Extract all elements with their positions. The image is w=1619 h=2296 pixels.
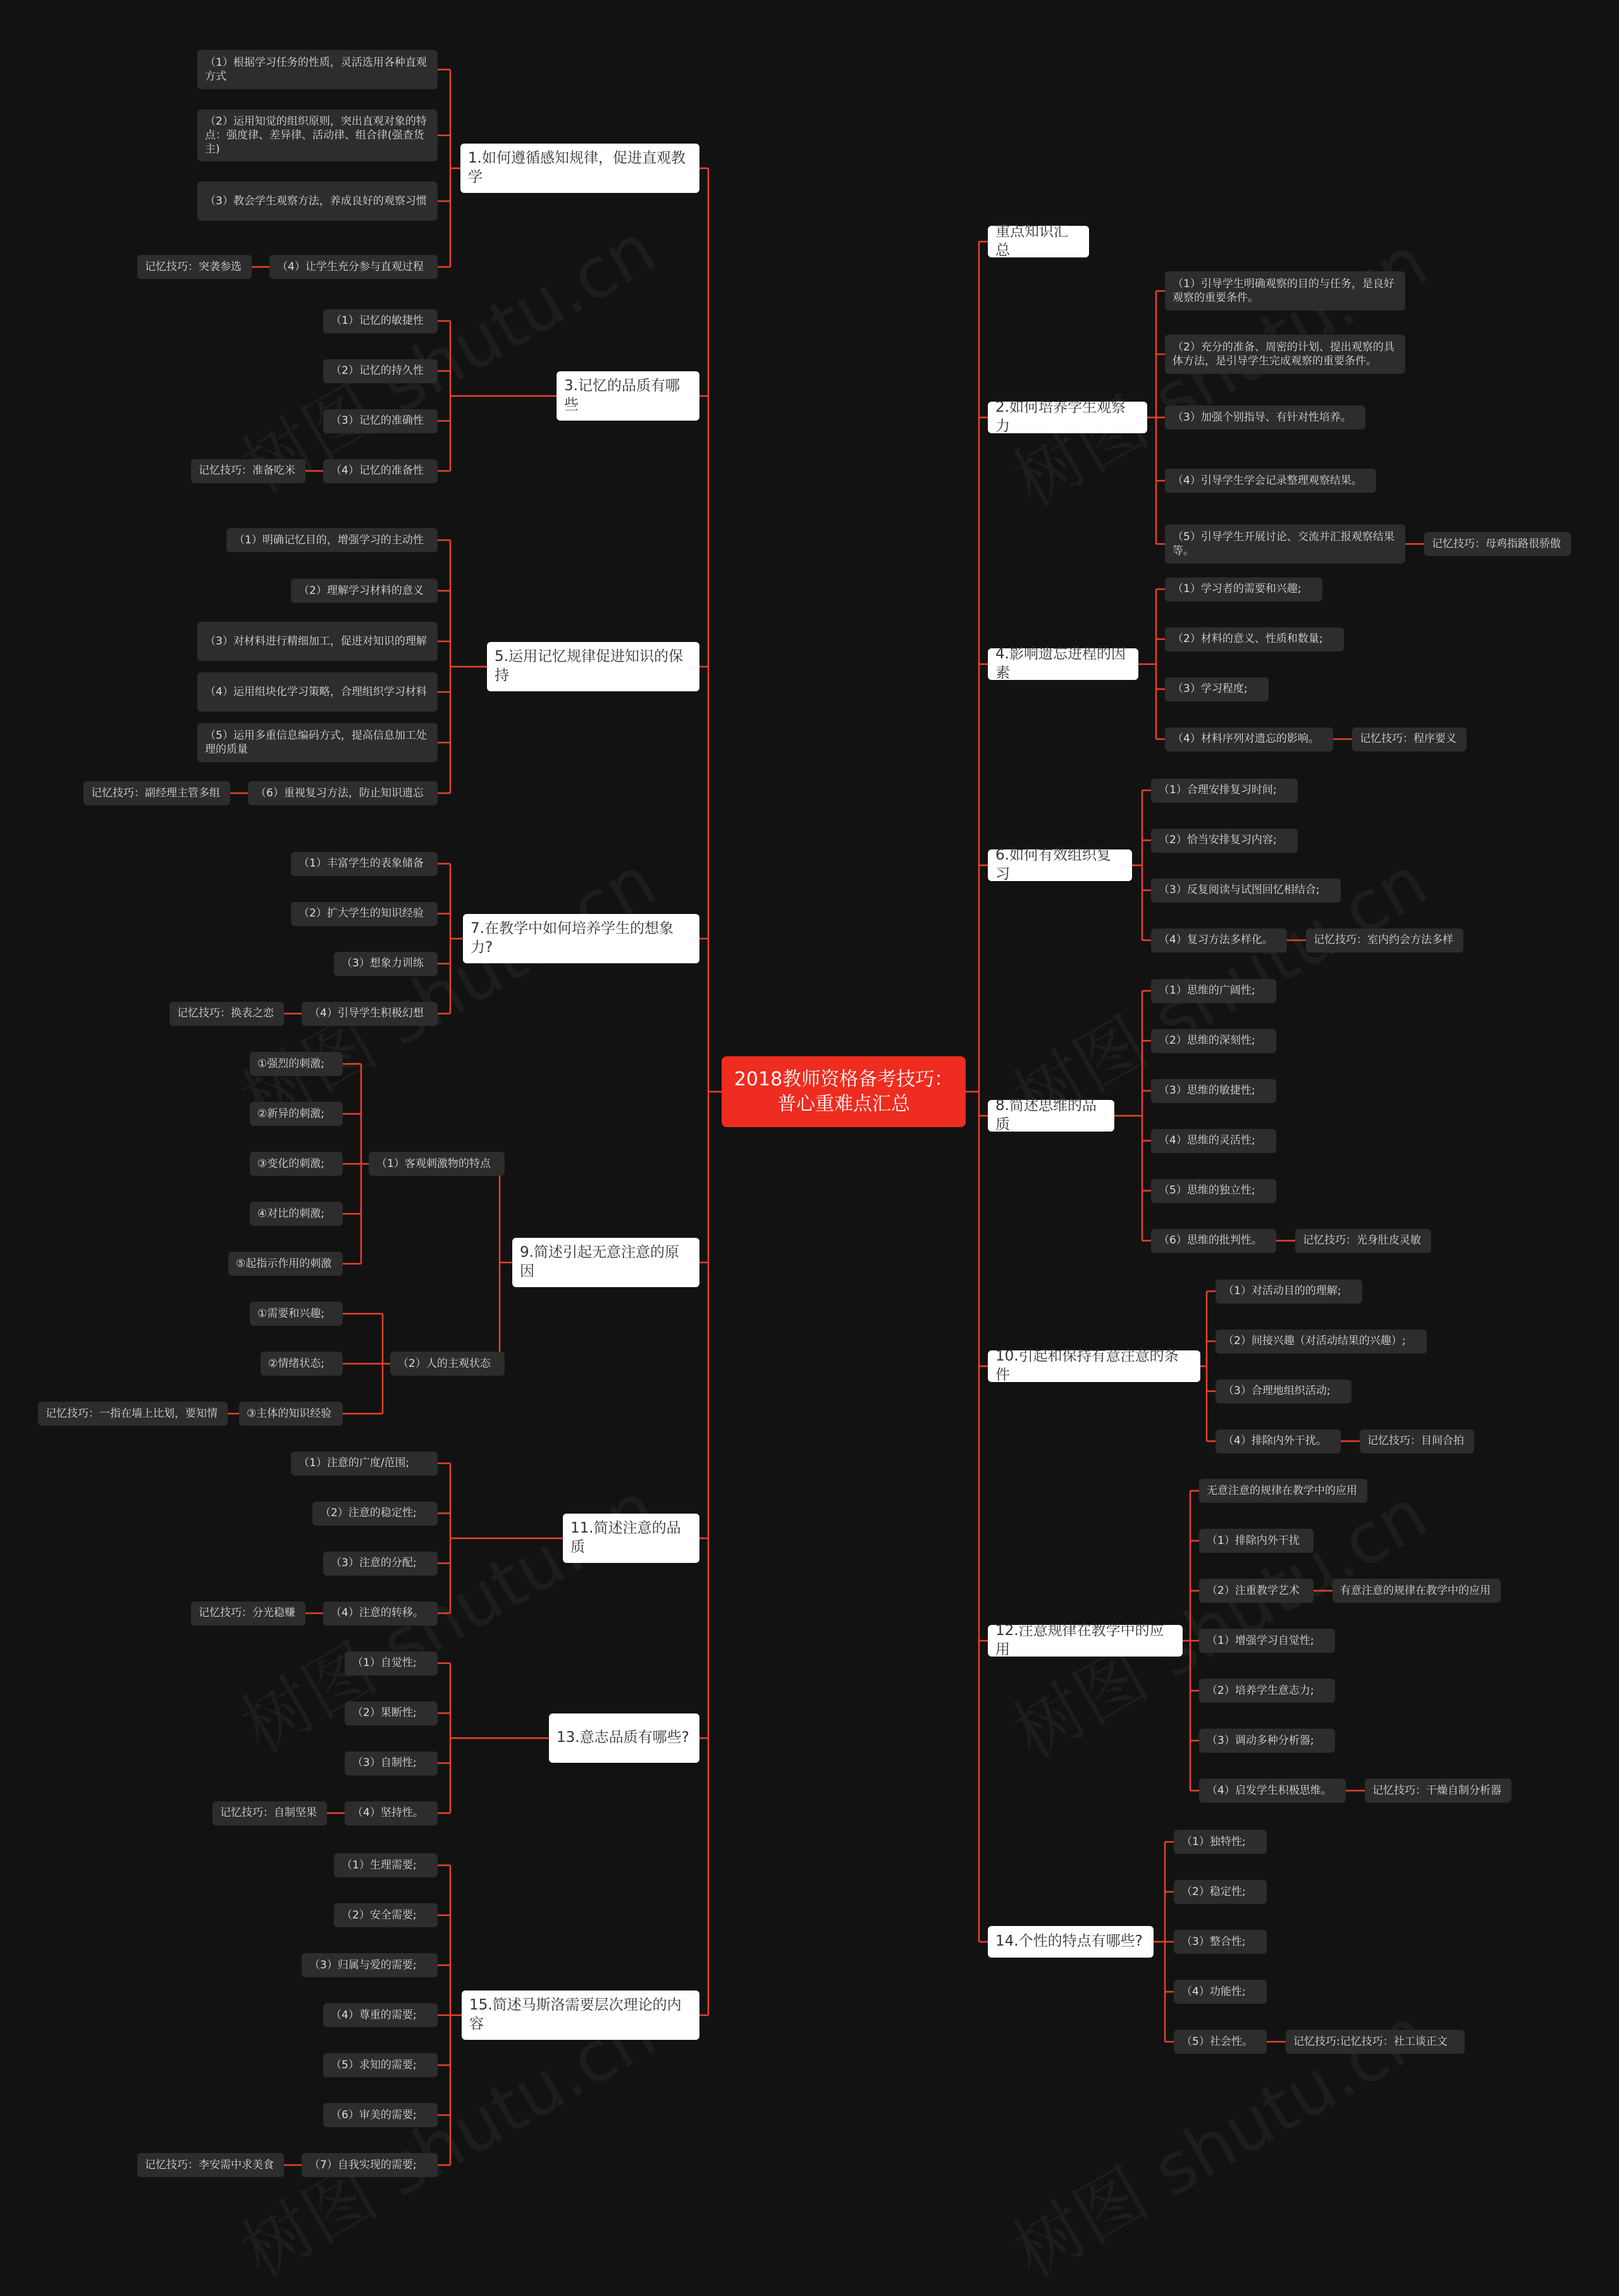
branch-topic[interactable]: 9.简述引起无意注意的原因 bbox=[512, 1238, 699, 1287]
sub-topic[interactable]: （3）记忆的准确性 bbox=[323, 409, 438, 433]
branch-topic[interactable]: 7.在教学中如何培养学生的想象力? bbox=[463, 914, 699, 963]
sub-topic[interactable]: （6）审美的需要; bbox=[323, 2103, 438, 2127]
sub-topic[interactable]: （2）安全需要; bbox=[334, 1903, 438, 1927]
sub-topic[interactable]: （3）自制性; bbox=[345, 1751, 438, 1775]
sub-topic[interactable]: （5）思维的独立性; bbox=[1151, 1179, 1276, 1203]
sub-topic[interactable]: （3）学习程度; bbox=[1165, 677, 1269, 701]
branch-topic[interactable]: 14.个性的特点有哪些? bbox=[988, 1926, 1154, 1958]
sub-topic[interactable]: （1）明确记忆目的，增强学习的主动性 bbox=[226, 528, 438, 552]
sub-topic[interactable]: （3）整合性; bbox=[1174, 1930, 1267, 1954]
sub-topic[interactable]: （1）学习者的需要和兴趣; bbox=[1165, 577, 1322, 602]
branch-topic[interactable]: 5.运用记忆规律促进知识的保持 bbox=[487, 642, 699, 691]
memory-tip[interactable]: 记忆技巧：李安需中求美食 bbox=[137, 2153, 284, 2177]
sub-topic[interactable]: （2）思维的深刻性; bbox=[1151, 1029, 1276, 1053]
sub-topic[interactable]: （1）对活动目的的理解; bbox=[1216, 1280, 1362, 1304]
sub-topic[interactable]: （3）思维的敏捷性; bbox=[1151, 1079, 1276, 1103]
memory-tip[interactable]: 记忆技巧：光身肚皮灵敏 bbox=[1295, 1229, 1431, 1253]
sub-topic[interactable]: （4）记忆的准备性 bbox=[323, 459, 438, 483]
sub-topic[interactable]: ②新异的刺激; bbox=[250, 1102, 343, 1126]
sub-topic[interactable]: （1）引导学生明确观察的目的与任务，是良好观察的重要条件。 bbox=[1165, 271, 1405, 311]
sub-topic[interactable]: （3）反复阅读与试图回忆相结合; bbox=[1151, 879, 1341, 903]
sub-topic[interactable]: （1）思维的广阔性; bbox=[1151, 979, 1276, 1003]
branch-topic[interactable]: 10.引起和保持有意注意的条件 bbox=[988, 1350, 1200, 1382]
sub-topic[interactable]: （2）培养学生意志力; bbox=[1199, 1679, 1335, 1703]
sub-topic[interactable]: ①强烈的刺激; bbox=[250, 1052, 343, 1076]
memory-tip[interactable]: 记忆技巧：干燥自制分析器 bbox=[1365, 1779, 1511, 1803]
branch-topic[interactable]: 12.注意规律在教学中的应用 bbox=[988, 1625, 1183, 1657]
sub-topic[interactable]: （1）增强学习自觉性; bbox=[1199, 1629, 1335, 1653]
branch-topic[interactable]: 15.简述马斯洛需要层次理论的内容 bbox=[462, 1990, 699, 2040]
memory-tip[interactable]: 记忆技巧：换表之恋 bbox=[169, 1002, 284, 1026]
sub-topic[interactable]: （4）引导学生积极幻想 bbox=[302, 1002, 438, 1026]
sub-topic[interactable]: （2）人的主观状态 bbox=[390, 1352, 505, 1376]
sub-topic[interactable]: （7）自我实现的需要; bbox=[302, 2153, 438, 2177]
sub-topic[interactable]: ③主体的知识经验 bbox=[239, 1402, 343, 1426]
sub-topic[interactable]: （1）独特性; bbox=[1174, 1830, 1267, 1854]
sub-topic[interactable]: （3）想象力训练 bbox=[334, 952, 438, 976]
sub-topic[interactable]: ②情绪状态; bbox=[261, 1352, 343, 1376]
sub-topic[interactable]: （2）记忆的持久性 bbox=[323, 359, 438, 383]
sub-topic[interactable]: （2）材料的意义、性质和数量; bbox=[1165, 627, 1344, 651]
sub-topic[interactable]: （3）对材料进行精细加工，促进对知识的理解 bbox=[197, 622, 438, 661]
sub-topic[interactable]: （3）教会学生观察方法，养成良好的观察习惯 bbox=[197, 182, 438, 221]
memory-tip[interactable]: 记忆技巧：一指在墙上比划，要知情 bbox=[38, 1402, 228, 1426]
sub-topic[interactable]: （4）排除内外干扰。 bbox=[1216, 1429, 1341, 1454]
sub-topic[interactable]: （1）根据学习任务的性质，灵活选用各种直观方式 bbox=[197, 50, 438, 89]
memory-tip[interactable]: 记忆技巧：准备吃米 bbox=[191, 459, 305, 483]
sub-topic[interactable]: （2）理解学习材料的意义 bbox=[291, 579, 438, 603]
sub-topic[interactable]: ③变化的刺激; bbox=[250, 1152, 343, 1176]
memory-tip[interactable]: 有意注意的规律在教学中的应用 bbox=[1333, 1579, 1501, 1603]
sub-topic[interactable]: （5）求知的需要; bbox=[323, 2053, 438, 2077]
memory-tip[interactable]: 记忆技巧：副经理主管多组 bbox=[83, 781, 230, 805]
memory-tip[interactable]: 记忆技巧：自制坚果 bbox=[212, 1801, 327, 1825]
sub-topic[interactable]: （1）丰富学生的表象储备 bbox=[291, 852, 438, 876]
sub-topic[interactable]: （1）生理需要; bbox=[334, 1853, 438, 1877]
sub-topic[interactable]: （1）排除内外干扰 bbox=[1199, 1529, 1314, 1553]
memory-tip[interactable]: 记忆技巧：室内约会方法多样 bbox=[1306, 929, 1463, 953]
memory-tip[interactable]: 记忆技巧：目间合拍 bbox=[1360, 1429, 1474, 1454]
sub-topic[interactable]: （1）合理安排复习时间; bbox=[1151, 779, 1298, 803]
sub-topic[interactable]: ①需要和兴趣; bbox=[250, 1302, 343, 1326]
sub-topic[interactable]: （2）充分的准备、周密的计划、提出观察的具体方法，是引导学生完成观察的重要条件。 bbox=[1165, 335, 1405, 374]
sub-topic[interactable]: 无意注意的规律在教学中的应用 bbox=[1199, 1479, 1367, 1503]
sub-topic[interactable]: （3）加强个别指导、有针对性培养。 bbox=[1165, 405, 1365, 429]
sub-topic[interactable]: （2）运用知觉的组织原则，突出直观对象的特点：强度律、差异律、活动律、组合律(强查货主) bbox=[197, 109, 438, 161]
sub-topic[interactable]: （1）客观刺激物的特点 bbox=[369, 1152, 505, 1176]
sub-topic[interactable]: （4）复习方法多样化。 bbox=[1151, 929, 1287, 953]
sub-topic[interactable]: （4）坚持性。 bbox=[345, 1801, 438, 1825]
sub-topic[interactable]: （1）记忆的敏捷性 bbox=[323, 309, 438, 333]
sub-topic[interactable]: （1）注意的广度/范围; bbox=[291, 1452, 438, 1476]
sub-topic[interactable]: （2）稳定性; bbox=[1174, 1880, 1267, 1904]
sub-topic[interactable]: （3）归属与爱的需要; bbox=[302, 1953, 438, 1977]
sub-topic[interactable]: （3）调动多种分析器; bbox=[1199, 1729, 1335, 1753]
branch-topic[interactable]: 3.记忆的品质有哪些 bbox=[557, 371, 699, 421]
sub-topic[interactable]: （2）扩大学生的知识经验 bbox=[291, 902, 438, 926]
sub-topic[interactable]: （2）注意的稳定性; bbox=[312, 1502, 438, 1526]
sub-topic[interactable]: （4）启发学生积极思维。 bbox=[1199, 1779, 1346, 1803]
sub-topic[interactable]: （2）果断性; bbox=[345, 1701, 438, 1725]
central-topic[interactable]: 2018教师资格备考技巧：普心重难点汇总 bbox=[722, 1056, 966, 1127]
sub-topic[interactable]: （3）合理地组织活动; bbox=[1216, 1379, 1351, 1404]
sub-topic[interactable]: （2）注重教学艺术 bbox=[1199, 1579, 1314, 1603]
sub-topic[interactable]: （4）运用组块化学习策略，合理组织学习材料 bbox=[197, 672, 438, 712]
sub-topic[interactable]: （5）引导学生开展讨论、交流并汇报观察结果等。 bbox=[1165, 524, 1405, 564]
sub-topic[interactable]: （4）功能性; bbox=[1174, 1980, 1267, 2004]
branch-topic[interactable]: 8.简述思维的品质 bbox=[988, 1100, 1114, 1132]
sub-topic[interactable]: （4）思维的灵活性; bbox=[1151, 1129, 1276, 1153]
sub-topic[interactable]: （6）思维的批判性。 bbox=[1151, 1229, 1276, 1253]
branch-topic[interactable]: 2.如何培养学生观察力 bbox=[988, 402, 1147, 433]
sub-topic[interactable]: （4）尊重的需要; bbox=[323, 2003, 438, 2027]
sub-topic[interactable]: （4）材料序列对遗忘的影响。 bbox=[1165, 727, 1333, 751]
memory-tip[interactable]: 记忆技巧：母鸡指路很骄傲 bbox=[1424, 532, 1571, 556]
memory-tip[interactable]: 记忆技巧：突袭参选 bbox=[137, 255, 252, 279]
sub-topic[interactable]: ④对比的刺激; bbox=[250, 1202, 343, 1226]
memory-tip[interactable]: 记忆技巧：分光稳赚 bbox=[191, 1602, 305, 1626]
sub-topic[interactable]: （1）自觉性; bbox=[345, 1651, 438, 1676]
branch-topic[interactable]: 4.影响遗忘进程的因素 bbox=[988, 648, 1138, 680]
branch-topic[interactable]: 11.简述注意的品质 bbox=[563, 1514, 699, 1563]
branch-topic[interactable]: 6.如何有效组织复习 bbox=[988, 849, 1132, 881]
sub-topic[interactable]: （6）重视复习方法，防止知识遗忘 bbox=[248, 781, 438, 805]
branch-topic[interactable]: 重点知识汇总 bbox=[988, 226, 1089, 257]
sub-topic[interactable]: （4）引导学生学会记录整理观察结果。 bbox=[1165, 469, 1376, 493]
sub-topic[interactable]: （2）恰当安排复习内容; bbox=[1151, 829, 1298, 853]
sub-topic[interactable]: （4）让学生充分参与直观过程 bbox=[269, 255, 438, 279]
branch-topic[interactable]: 1.如何遵循感知规律，促进直观教学 bbox=[460, 144, 699, 193]
sub-topic[interactable]: （5）社会性。 bbox=[1174, 2030, 1267, 2054]
sub-topic[interactable]: ⑤起指示作用的刺激 bbox=[228, 1252, 343, 1276]
branch-topic[interactable]: 13.意志品质有哪些? bbox=[549, 1713, 699, 1763]
memory-tip[interactable]: 记忆技巧:记忆技巧：社工谈正文 bbox=[1286, 2030, 1465, 2054]
memory-tip[interactable]: 记忆技巧：程序要义 bbox=[1352, 727, 1467, 751]
sub-topic[interactable]: （2）间接兴趣（对活动结果的兴趣）; bbox=[1216, 1330, 1427, 1354]
sub-topic[interactable]: （5）运用多重信息编码方式，提高信息加工处理的质量 bbox=[197, 723, 438, 762]
sub-topic[interactable]: （4）注意的转移。 bbox=[323, 1602, 438, 1626]
sub-topic[interactable]: （3）注意的分配; bbox=[323, 1552, 438, 1576]
